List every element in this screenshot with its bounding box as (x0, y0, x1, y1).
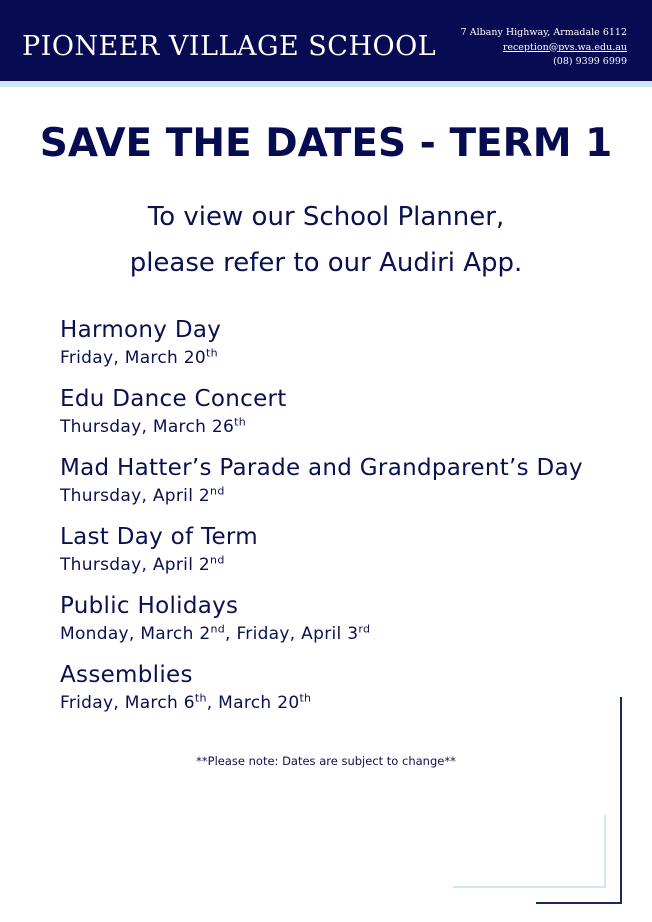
subtitle (0, 194, 652, 286)
page-title: SAVE THE DATES - TERM 1 (39, 121, 613, 166)
email-link[interactable]: reception@pvs.wa.edu.au (502, 41, 627, 53)
school-name: PIONEER VILLAGE SCHOOL (22, 31, 437, 62)
school-address: 7 Albany Highway, Armadale 6112 (460, 27, 627, 38)
disclaimer-note: **Please note: Dates are subject to change** (196, 754, 456, 768)
event-name: Mad Hatter’s Parade and Grandparent’s Day (60, 455, 583, 481)
contact-block (461, 26, 627, 70)
decorative-corner-line (453, 886, 606, 888)
event-item (60, 314, 640, 371)
event-name: Harmony Day (60, 317, 222, 343)
subtitle-line-1: To view our School Planner, (147, 202, 505, 232)
header-accent-strip (0, 81, 652, 87)
event-item (60, 452, 640, 509)
header-banner (0, 0, 652, 81)
event-item (60, 383, 640, 440)
decorative-corner-line (536, 902, 622, 904)
events-list (60, 314, 640, 728)
event-date: Friday, March 20th (60, 346, 218, 368)
decorative-corner-line (620, 697, 622, 904)
event-name: Edu Dance Concert (60, 386, 287, 412)
event-date: Monday, March 2nd, Friday, April 3rd (60, 622, 371, 644)
event-date: Thursday, April 2nd (60, 553, 225, 575)
event-name: Public Holidays (60, 593, 239, 619)
event-name: Last Day of Term (60, 524, 258, 550)
decorative-corner-line (604, 815, 606, 887)
event-date: Thursday, March 26th (60, 415, 247, 437)
event-item (60, 590, 640, 647)
event-item (60, 659, 640, 716)
event-item (60, 521, 640, 578)
event-name: Assemblies (60, 662, 193, 688)
event-date: Friday, March 6th, March 20th (60, 691, 312, 713)
event-date: Thursday, April 2nd (60, 484, 225, 506)
school-phone: (08) 9399 6999 (553, 56, 627, 67)
subtitle-line-2: please refer to our Audiri App. (129, 248, 523, 278)
